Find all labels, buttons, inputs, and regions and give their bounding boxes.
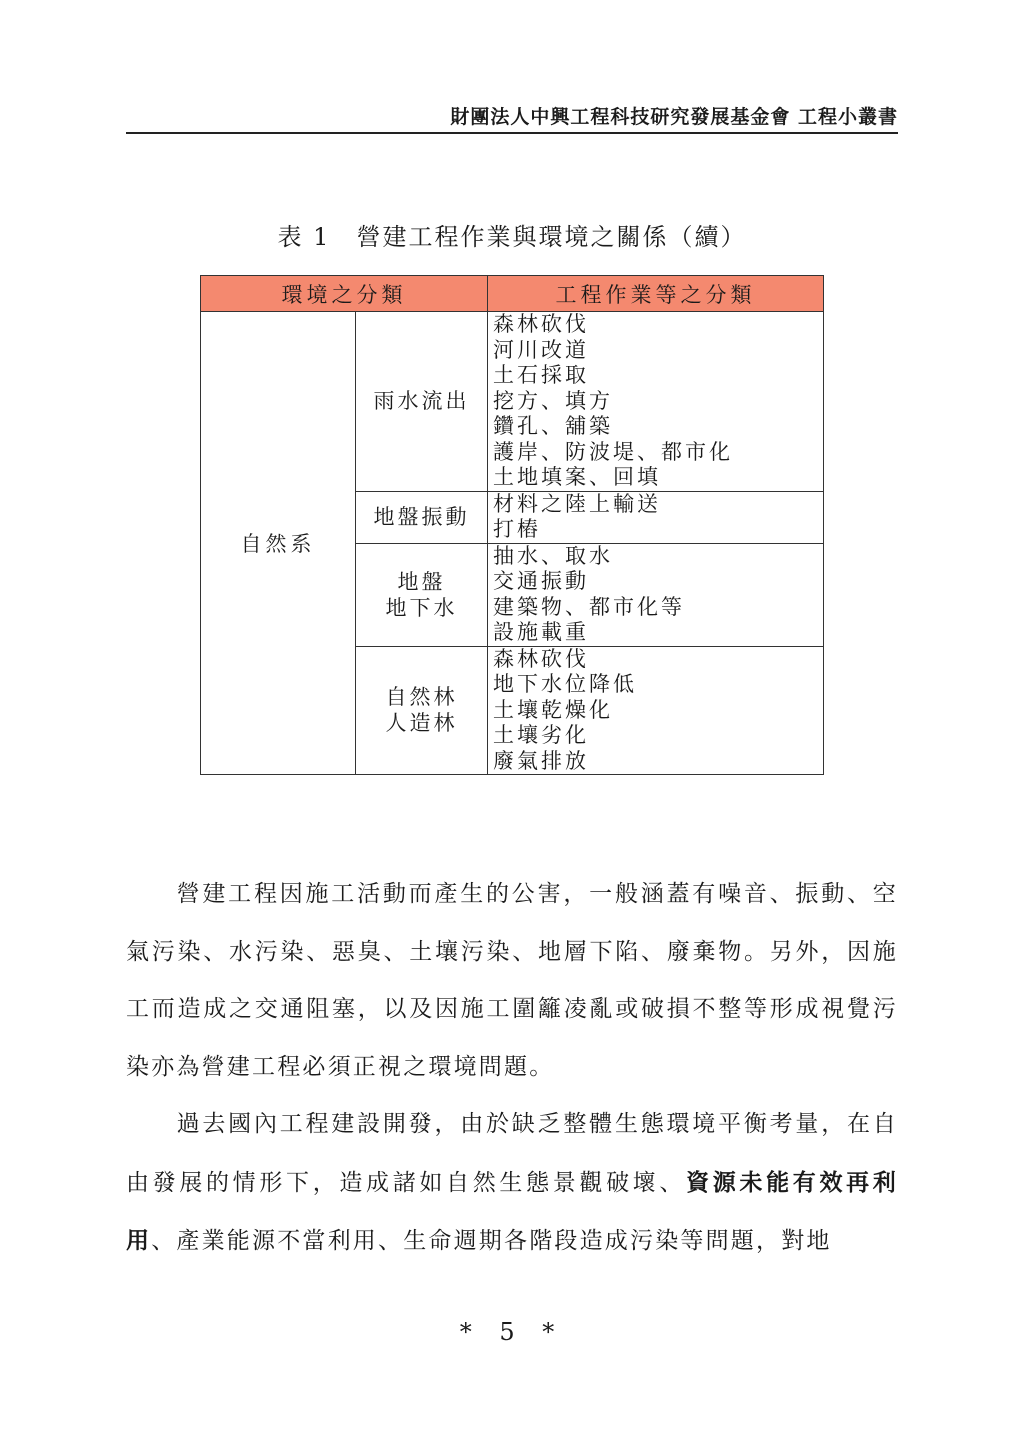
category-cell: 雨水流出 [356,312,488,492]
activity-item: 河川改道 [493,337,589,362]
activity-item: 土石採取 [493,363,589,387]
activities-cell [488,312,824,492]
activity-item: 建築物、都市化等 [493,594,685,619]
activity-item: 土地填案、回填 [493,465,661,489]
environment-relation-table [200,275,824,775]
running-header: 財團法人中興工程科技研究發展基金會 工程小叢書 [126,104,898,134]
activities-cell [488,491,824,543]
activity-item: 材料之陸上輸送 [493,491,661,516]
activity-item: 設施載重 [493,620,589,644]
activity-item: 打樁 [493,517,541,541]
activity-item: 森林砍伐 [493,312,589,336]
table-row [201,312,824,492]
activity-item: 鑽孔、舖築 [493,414,613,438]
activities-cell [488,646,824,775]
column-header-environment: 環境之分類 [201,276,488,312]
system-cell: 自然系 [201,312,356,775]
activity-item: 廢氣排放 [493,748,589,773]
table-caption [200,220,824,254]
activity-item: 土壤劣化 [493,723,589,747]
paragraph-1: 營建工程因施工活動而產生的公害，一般涵蓋有噪音、振動、空氣污染、水污染、惡臭、土壤污染、地層下陷、廢棄物。另外，因施工而造成之交通阻塞，以及因施工圍籬凌亂或破損不整等形成視覺污染亦為營建工程必須正視之環境問題。 [126,881,898,1080]
activity-item: 地下水位降低 [493,672,637,696]
paragraph-2-text-a: 過去國內工程建設開發，由於缺乏整體生態環境平衡考量，在自由發展的情形下，造成諸如自然生態景觀破壞、 [126,1111,898,1196]
category-cell [356,543,488,646]
activity-item: 抽水、取水 [493,543,613,568]
category-line: 自然林 [385,685,458,710]
activities-cell [488,543,824,646]
table-number: 表 1 [277,223,331,251]
category-line: 地下水 [385,595,458,620]
body-text [126,866,898,1271]
activity-item: 護岸、防波堤、都市化 [493,439,733,464]
activity-item: 土壤乾燥化 [493,697,613,722]
category-cell [356,646,488,775]
activity-item: 挖方、填方 [493,388,613,413]
paragraph-2 [126,1096,898,1271]
category-cell: 地盤振動 [356,491,488,543]
activity-item: 交通振動 [493,569,589,593]
table-caption-text: 營建工程作業與環境之關係（續） [356,223,747,251]
category-line: 人造林 [385,711,458,736]
category-line: 地盤 [397,569,446,594]
paragraph-2-text-b: 、產業能源不當利用、生命週期各階段造成污染等問題，對地 [151,1228,832,1254]
activity-item: 森林砍伐 [493,646,589,671]
table-header-row [201,276,824,312]
paragraph-2-emphasis: 資源未能有效再利用 [126,1168,898,1254]
page-number: * 5 * [459,1318,565,1346]
column-header-activities: 工程作業等之分類 [488,276,824,312]
